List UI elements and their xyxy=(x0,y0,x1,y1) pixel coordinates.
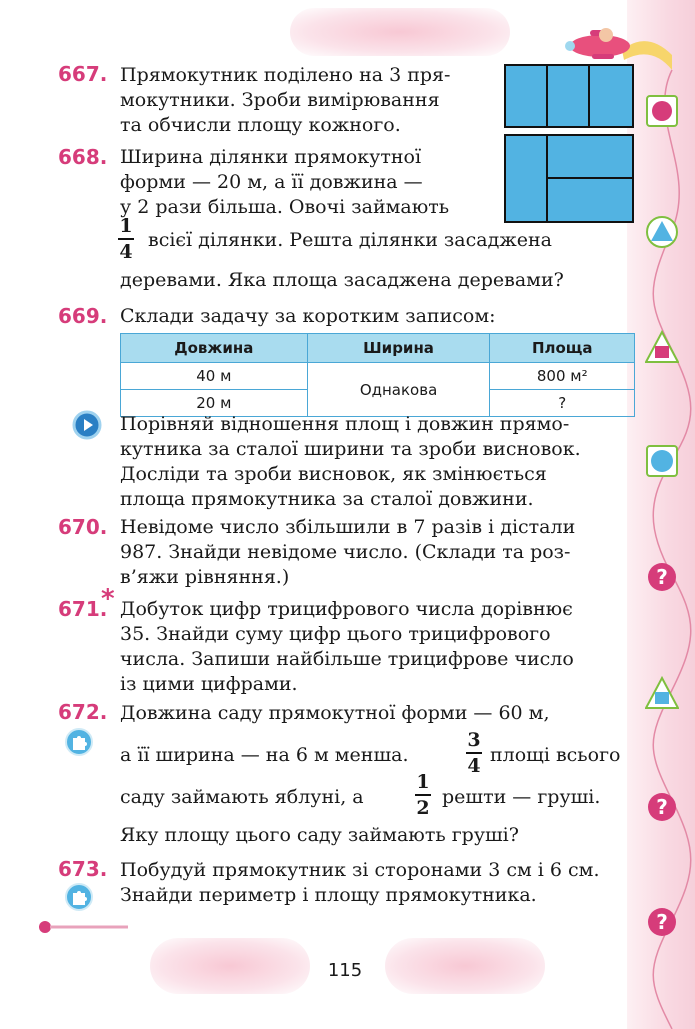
task-number: 671. xyxy=(58,597,108,621)
text-line: Ширина ділянки прямокутної xyxy=(120,146,422,168)
table-cell: 40 м xyxy=(121,363,308,390)
task-667-text xyxy=(120,63,488,138)
fraction-numerator: 3 xyxy=(467,729,481,751)
text-line: Довжина саду прямокутної форми — 60 м, xyxy=(120,702,550,724)
fraction-numerator: 1 xyxy=(416,771,430,793)
table-header: Ширина xyxy=(307,334,490,363)
text-line: решти — груші. xyxy=(442,786,601,808)
text-line: Невідоме число збільшили в 7 разів і дістали xyxy=(120,516,576,538)
question-icon xyxy=(645,560,679,594)
table-header: Довжина xyxy=(121,334,308,363)
page-number: 115 xyxy=(327,960,363,981)
text-line: та обчисли площу кожного. xyxy=(120,114,401,136)
task-673-text xyxy=(120,858,635,908)
task-669-text xyxy=(120,304,635,329)
star-mark: * xyxy=(101,584,115,614)
task-number: 672. xyxy=(58,700,108,724)
rectangle-divided-three xyxy=(504,64,634,128)
data-table xyxy=(120,333,635,417)
text-line: 987. Знайди невідоме число. (Склади та роз- xyxy=(120,541,571,563)
text-line: а її ширина — на 6 м менша. xyxy=(120,744,409,766)
text-line: Побудуй прямокутник зі сторонами 3 см і 6 см. xyxy=(120,859,600,881)
text-line: числа. Запиши найбільше трицифрове число xyxy=(120,648,574,670)
text-line: Досліди та зроби висновок, як змінюється xyxy=(120,463,547,485)
text-line: у 2 рази більша. Овочі займають xyxy=(120,196,450,218)
table-cell: ? xyxy=(490,390,635,417)
task-number: 670. xyxy=(58,515,108,539)
fraction-denominator: 4 xyxy=(119,241,133,263)
svg-text:?: ? xyxy=(656,910,668,934)
circle-icon xyxy=(645,444,679,478)
pink-line-decoration xyxy=(38,920,128,934)
circle-icon xyxy=(645,94,679,128)
text-line: Яку площу цього саду займають груші? xyxy=(120,824,519,846)
square-triangle-icon xyxy=(645,330,679,364)
task-668-text xyxy=(120,145,488,220)
text-line: Знайди периметр і площу прямокутника. xyxy=(120,884,537,906)
triangle-square-icon xyxy=(645,676,679,710)
text-line: площа прямокутника за сталої довжини. xyxy=(120,488,534,510)
task-672-line4 xyxy=(120,823,635,848)
top-cloud-decoration xyxy=(290,8,510,56)
question-icon xyxy=(645,790,679,824)
task-672-line2b xyxy=(490,743,635,768)
task-672-line1 xyxy=(120,701,635,726)
table-cell: 800 м² xyxy=(490,363,635,390)
triangle-icon xyxy=(645,215,679,249)
text-line: Прямокутник поділено на 3 пря- xyxy=(120,64,451,86)
task-669-extra-text xyxy=(120,412,635,512)
text-line: в’яжи рівняння.) xyxy=(120,566,290,588)
task-number: 673. xyxy=(58,857,108,881)
task-number: 668. xyxy=(58,145,108,169)
fraction-denominator: 4 xyxy=(467,755,481,777)
table-header: Площа xyxy=(490,334,635,363)
text-line: 35. Знайди суму цифр цього трицифрового xyxy=(120,623,551,645)
task-671-text xyxy=(120,597,635,697)
text-line: Склади задачу за коротким записом: xyxy=(120,305,496,327)
task-number: 669. xyxy=(58,304,108,328)
task-number: 667. xyxy=(58,62,108,86)
question-icon xyxy=(645,905,679,939)
table-cell: 20 м xyxy=(121,390,308,417)
task-668-continuation xyxy=(148,228,634,253)
text-line: Добуток цифр трицифрового числа дорівнює xyxy=(120,598,573,620)
text-line: деревами. Яка площа засаджена деревами? xyxy=(120,269,564,291)
fraction-one-quarter xyxy=(118,215,134,263)
fraction-three-quarters xyxy=(466,729,482,777)
table-cell: Однакова xyxy=(307,363,490,417)
task-672-line2a xyxy=(120,743,460,768)
text-line: площі всього xyxy=(490,744,621,766)
text-line: Порівняй відношення площ і довжин прямо- xyxy=(120,413,570,435)
play-icon xyxy=(72,410,102,440)
text-line: мокутники. Зроби вимірювання xyxy=(120,89,440,111)
rectangle-divided-composite xyxy=(504,134,634,223)
puzzle-icon xyxy=(64,882,94,912)
wave-line-decoration xyxy=(627,0,695,1029)
bottom-cloud-decoration xyxy=(385,938,545,994)
bottom-cloud-decoration xyxy=(150,938,310,994)
puzzle-icon xyxy=(64,727,94,757)
text-line: саду займають яблуні, а xyxy=(120,786,364,808)
task-672-line3a xyxy=(120,785,410,810)
fraction-numerator: 1 xyxy=(119,215,133,237)
plane-icon xyxy=(562,10,672,70)
text-line: всієї ділянки. Решта ділянки засаджена xyxy=(148,229,553,251)
task-670-text xyxy=(120,515,635,590)
task-672-line3b xyxy=(442,785,635,810)
task-668-last-line xyxy=(120,268,635,293)
text-line: кутника за сталої ширини та зроби висновок. xyxy=(120,438,581,460)
text-line: із цими цифрами. xyxy=(120,673,298,695)
fraction-denominator: 2 xyxy=(416,797,430,819)
svg-text:?: ? xyxy=(656,565,668,589)
svg-text:?: ? xyxy=(656,795,668,819)
text-line: форми — 20 м, а її довжина — xyxy=(120,171,423,193)
fraction-one-half xyxy=(415,771,431,819)
